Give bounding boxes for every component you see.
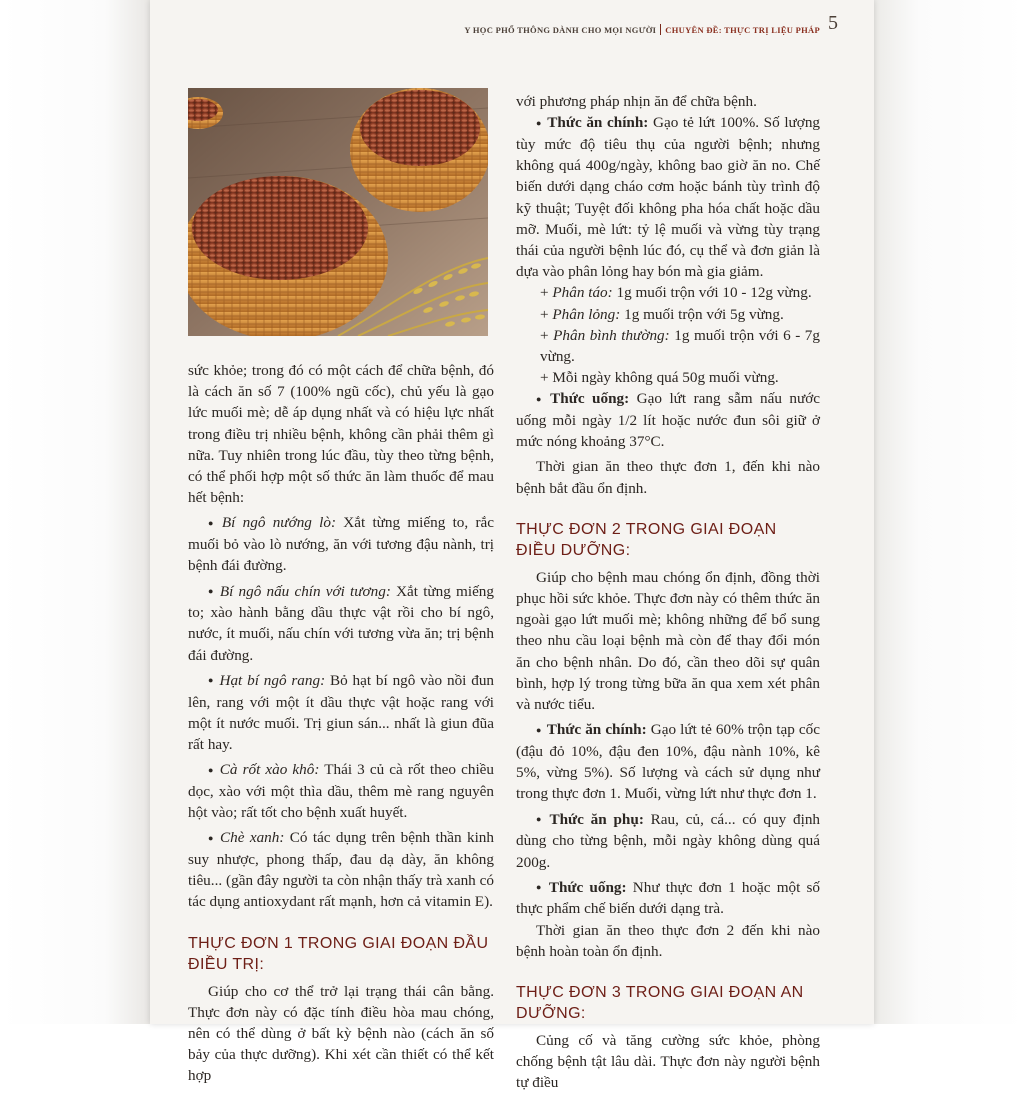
menu2-paragraph: Giúp cho bệnh mau chóng ổn định, đồng thời phục hồi sức khỏe. Thực đơn này có thêm thức ăn ngoài gạo lứt muối mè; không những để bổ sung theo nhu cầu loại bệnh mà còn để thay đổi món ăn cho bệnh nhân. Do đó, cần theo dõi sự quân bình, hợp lý trong từng bữa ăn qua xem xét phân và nước tiểu. bbox=[516, 568, 820, 714]
ratio-text: 1g muối trộn với 5g vừng. bbox=[620, 305, 784, 323]
menu2-heading: THỰC ĐƠN 2 TRONG GIAI ĐOẠN ĐIỀU DƯỠNG: bbox=[516, 520, 777, 559]
menu2-drink-item bbox=[516, 877, 820, 920]
list-item bbox=[188, 512, 494, 576]
page-number: 5 bbox=[828, 12, 838, 34]
item-term: Chè xanh: bbox=[220, 829, 285, 847]
item-text: Gạo lứt tẻ 60% trộn tạp cốc (đậu đỏ 10%, đậu đen 10%, đậu nành 10%, kê 5%, vừng 5%). Số lượng và cách sử dụng như trong thực đơn 1. Muối, vừng lứt như thực đơn 1. bbox=[516, 721, 821, 803]
list-item bbox=[188, 759, 494, 823]
ratio-item: + Mỗi ngày không quá 50g muối vừng. bbox=[540, 369, 779, 387]
ratio-term: Phân bình thường: bbox=[553, 326, 670, 344]
menu1-duration: Thời gian ăn theo thực đơn 1, đến khi nào bệnh bắt đầu ổn định. bbox=[516, 458, 820, 497]
menu2-main-item bbox=[516, 719, 820, 804]
menu2-side-item bbox=[516, 809, 820, 873]
menu1-heading: THỰC ĐƠN 1 TRONG GIAI ĐOẠN ĐẦU ĐIỀU TRỊ: bbox=[188, 934, 489, 973]
item-text: Bỏ hạt bí ngô vào nồi đun lên, rang với một ít dầu thực vật hoặc rang với một ít nước muối. Trị giun sán... nhất là giun đũa rất hay. bbox=[188, 671, 495, 753]
rice-baskets-photo bbox=[188, 88, 488, 336]
item-text: Như thực đơn 1 hoặc một số thực phẩm chế biến dưới dạng trà. bbox=[516, 878, 820, 918]
menu3-heading: THỰC ĐƠN 3 TRONG GIAI ĐOẠN AN DƯỠNG: bbox=[516, 984, 804, 1023]
right-margin bbox=[874, 0, 1024, 1024]
item-term: Cà rốt xào khô: bbox=[219, 761, 320, 779]
ratio-term: Phân táo: bbox=[552, 284, 613, 302]
header-divider bbox=[660, 24, 661, 35]
item-term: Bí ngô nướng lò: bbox=[221, 514, 337, 532]
topic-label: CHUYÊN ĐỀ: THỰC TRỊ LIỆU PHÁP bbox=[665, 25, 820, 35]
ratio-text: Mỗi ngày không quá 50g muối vừng. bbox=[552, 369, 779, 387]
right-column bbox=[516, 91, 820, 1094]
ratio-item: + Phân lỏng: 1g muối trộn với 5g vừng. bbox=[540, 305, 784, 323]
menu1-paragraph: Giúp cho cơ thể trở lại trạng thái cân bằng. Thực đơn này có đặc tính điều hòa mau chóng, nên có thể dùng ở bất kỳ bệnh nào (cách ăn số bảy của thực dưỡng). Khi xét cần thiết có thể kết hợp bbox=[188, 982, 494, 1085]
item-text: Rau, củ, cá... có quy định dùng cho từng bệnh, mỗi ngày không dùng quá 200g. bbox=[516, 810, 821, 871]
item-label: Thức ăn chính: bbox=[546, 721, 647, 739]
left-margin bbox=[0, 0, 150, 1024]
item-text: Xắt từng miếng to; xào hành bằng dầu thực vật rồi cho bí ngô, nước, ít muối, nấu chín với tương vừa ăn; trị bệnh đái đường. bbox=[188, 582, 494, 664]
intro-paragraph: sức khỏe; trong đó có một cách để chữa bệnh, đó là cách ăn số 7 (100% ngũ cốc), chủ yếu là gạo lức muối mè; dễ áp dụng nhất và có hiệu lực nhất trong điều trị nhiều bệnh, không cần phải thêm gì nữa. Tuy nhiên trong lúc đầu, tùy theo từng bệnh, có thể phối hợp một số thức ăn làm thuốc để mau hết bệnh: bbox=[188, 362, 494, 507]
left-column bbox=[188, 360, 494, 1087]
item-text: Thái 3 củ cà rốt theo chiều dọc, xào với một thìa dầu, thêm mè rang nguyên hột vào; rất tốt cho bệnh xuất huyết. bbox=[188, 761, 495, 822]
ratio-term: Phân lỏng: bbox=[552, 305, 621, 323]
item-text: Có tác dụng trên bệnh thần kinh suy nhược, phong thấp, đau dạ dày, ăn không tiêu... (gần đây người ta còn nhận thấy trà xanh có tác dụng antioxydant rất mạnh, hơn cả vitamin E). bbox=[188, 829, 494, 911]
menu2-duration: Thời gian ăn theo thực đơn 2 đến khi nào bệnh hoàn toàn ổn định. bbox=[516, 921, 820, 960]
item-term: Hạt bí ngô rang: bbox=[219, 671, 326, 689]
ratio-text: 1g muối trộn với 6 - 7g vừng. bbox=[540, 326, 820, 365]
book-page bbox=[150, 0, 874, 1092]
item-label: Thức ăn phụ: bbox=[549, 810, 644, 828]
ratio-text: 1g muối trộn với 10 - 12g vừng. bbox=[612, 284, 812, 302]
list-item bbox=[188, 581, 494, 666]
main-food-item bbox=[516, 112, 820, 282]
book-title: Y HỌC PHỔ THÔNG DÀNH CHO MỌI NGƯỜI bbox=[464, 25, 657, 35]
item-label: Thức uống: bbox=[550, 390, 630, 408]
list-item bbox=[188, 670, 494, 755]
list-item bbox=[188, 827, 494, 912]
item-text: Xắt từng miếng to, rắc muối bỏ vào lò nướng, ăn với tương đậu nành, trị bệnh đái đường. bbox=[188, 514, 494, 575]
item-label: Thức ăn chính: bbox=[547, 114, 649, 132]
running-header bbox=[464, 24, 820, 35]
ratio-item: + Phân bình thường: 1g muối trộn với 6 - 7g vừng. bbox=[540, 326, 820, 365]
drink-item bbox=[516, 388, 820, 452]
menu3-paragraph: Củng cố và tăng cường sức khỏe, phòng chống bệnh tật lâu dài. Thực đơn này người bệnh tự điều bbox=[516, 1032, 820, 1092]
continued-line: với phương pháp nhịn ăn để chữa bệnh. bbox=[516, 93, 757, 110]
item-label: Thức uống: bbox=[548, 878, 627, 896]
item-term: Bí ngô nấu chín với tương: bbox=[219, 582, 391, 600]
ratio-item: + Phân táo: 1g muối trộn với 10 - 12g vừng. bbox=[540, 284, 812, 302]
item-text: Gạo lứt rang sẫm nấu nước uống mỗi ngày 1/2 lít hoặc nước đun sôi giữ ở mức nóng khoảng 37°C. bbox=[516, 390, 821, 451]
item-text: Gạo tẻ lứt 100%. Số lượng tùy mức độ tiêu thụ của người bệnh; nhưng không quá 400g/ngày, không bao giờ ăn no. Chế biến dưới dạng cháo cơm hoặc bánh tùy trình độ kỹ thuật; Tuyệt đối không pha hóa chất hoặc dầu mỡ. Muối, mè lứt: tỷ lệ muối và vừng tùy trạng thái của người bệnh lúc đó, cụ thể và đơn giản là dựa vào phân lỏng hay bón mà gia giảm. bbox=[516, 114, 821, 281]
